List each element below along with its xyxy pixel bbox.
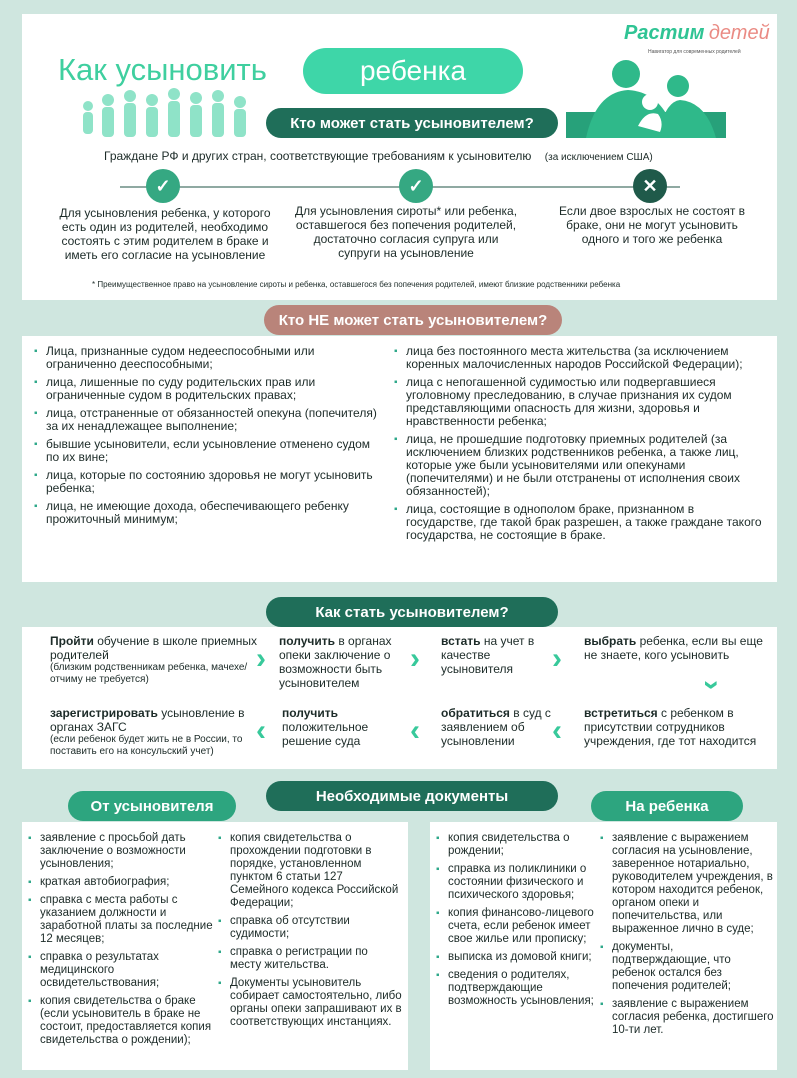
list-item: ▪ справка о регистрации по месту жительства. (218, 946, 402, 972)
list-item: ▪ справка об отсутствии судимости; (218, 915, 402, 941)
list-item: ▪ бывшие усыновители, если усыновление отменено судом по их вине; (34, 438, 378, 464)
list-item: ▪ копия финансово-лицевого счета, если ребенок имеет свое жилье или прописку; (436, 907, 596, 946)
step-1-verb: Пройти (50, 634, 94, 648)
who-cannot-heading: Кто НЕ может стать усыновителем? (264, 305, 562, 335)
list-item: ▪ копия свидетельства о рождении; (436, 832, 596, 858)
list-item: ▪ лица, отстраненные от обязанностей опекуна (попечителя) за их ненадлежащее выполнение; (34, 407, 378, 433)
list-item: ▪ лица без постоянного места жительства (за исключением коренных малочисленных народов Российской Федерации); (394, 345, 766, 371)
step-1-note: (близким родственникам ребенка, мачехе/отчиму не требуется) (50, 662, 248, 685)
step-1 (50, 634, 268, 686)
chevron-right-icon: › (256, 642, 266, 675)
step-6 (441, 706, 551, 748)
children-silhouette-illustration (78, 86, 258, 140)
from-adopter-heading: От усыновителя (68, 791, 236, 821)
step-2-text: в органах опеки заключение о возможности быть усыновителем (279, 634, 392, 690)
logo-accent: детей (708, 22, 770, 44)
step-7-verb: получить (282, 706, 339, 720)
list-item: ▪ справка с места работы с указанием должности и заработной платы за последние 12 месяцев; (28, 894, 222, 946)
list-item: ▪ лица, которые по состоянию здоровья не могут усыновить ребенка; (34, 469, 378, 495)
step-8 (50, 706, 272, 758)
step-6-verb: обратиться (441, 706, 510, 720)
step-4 (584, 634, 764, 662)
list-item: ▪ лица, лишенные по суду родительских прав или ограниченные судом в родительских правах; (34, 376, 378, 402)
who-can-intro (104, 149, 653, 163)
step-5 (584, 706, 764, 748)
chevron-left-icon: ‹ (256, 714, 266, 747)
step-7-text: положительное решение суда (282, 720, 369, 748)
list-item: ▪ лица, состоящие в однополом браке, признанном в государстве, где такой брак разрешен, а также граждане такого государства, не состоящие в браке. (394, 503, 766, 542)
logo-tagline: Навигатор для современных родителей (648, 49, 741, 55)
list-item: ▪ лица с непогашенной судимостью или подвергавшиеся уголовному преследованию, в случае признания их судом представляющими опасность для жизни, здоровья и нравственности ребенка; (394, 376, 766, 428)
for-child-heading: На ребенка (591, 791, 743, 821)
cross-icon: ✕ (633, 169, 667, 203)
list-item: ▪ заявление с просьбой дать заключение о возможности усыновления; (28, 832, 222, 871)
who-cannot-list-right (394, 345, 766, 547)
step-2-verb: получить (279, 634, 336, 648)
list-item: ▪ выписка из домовой книги; (436, 951, 596, 964)
step-8-note: (если ребенок будет жить не в России, то поставить его на консульский учет) (50, 734, 243, 757)
step-8-verb: зарегистрировать (50, 706, 158, 720)
who-can-intro-text: Граждане РФ и других стран, соответствующие требованиям к усыновителю (104, 149, 532, 163)
who-cannot-list-left (34, 345, 378, 531)
family-illustration (566, 56, 726, 138)
logo-main: Растим (624, 22, 705, 44)
step-5-text: с ребенком в присутствии сотрудников учреждения, где тот находится (584, 706, 757, 748)
step-2 (279, 634, 409, 690)
how-to-heading: Как стать усыновителем? (266, 597, 558, 627)
list-item: ▪ заявление с выражением согласия на усыновление, заверенное нотариально, руководителем учреждения, в котором находится ребенок, органом опеки и попечительства, или выраженное лично в суде; (600, 832, 774, 936)
list-item: ▪ копия свидетельства о браке (если усыновитель в браке не состоит, предоставляется копия свидетельства о рождении); (28, 995, 222, 1047)
list-item: ▪ краткая автобиография; (28, 876, 222, 889)
list-item: ▪ сведения о родителях, подтверждающие возможность усыновления; (436, 969, 596, 1008)
list-item: ▪ заявление с выражением согласия ребенка, достигшего 10-ти лет. (600, 998, 774, 1037)
logo (624, 22, 770, 45)
step-4-text: ребенка, если вы еще не знаете, кого усыновить (584, 634, 763, 662)
list-item: ▪ лица, не имеющие дохода, обеспечивающего ребенку прожиточный минимум; (34, 500, 378, 526)
page-title: Как усыновить (58, 52, 267, 87)
chevron-right-icon: › (552, 642, 562, 675)
who-can-heading: Кто может стать усыновителем? (266, 108, 558, 138)
list-item: ▪ копия свидетельства о прохождении подготовки в порядке, установленном пунктом 6 статьи 127 Семейного кодекса Российской Федерации; (218, 832, 402, 910)
check-icon: ✓ (399, 169, 433, 203)
who-can-condition-3: Если двое взрослых не состоят в браке, они не могут усыновить одного и того же ребенка (558, 204, 746, 246)
chevron-left-icon: ‹ (552, 714, 562, 747)
who-can-condition-1: Для усыновления ребенка, у которого есть один из родителей, необходимо состоять с этим родителем в браке и иметь его согласие на усыновление (59, 206, 271, 262)
step-8-text: усыновление в органах ЗАГС (50, 706, 245, 734)
list-item: ▪ документы, подтверждающие, что ребенок остался без попечения родителей; (600, 941, 774, 993)
child-docs-col1 (436, 832, 596, 1013)
adopter-docs-col1 (28, 832, 222, 1052)
who-can-intro-note: (за исключением США) (544, 152, 653, 163)
list-item: ▪ справка о результатах медицинского освидетельствования; (28, 951, 222, 990)
documents-heading: Необходимые документы (266, 781, 558, 811)
list-item: ▪ Документы усыновитель собирает самостоятельно, либо органы опеки запрашивают их в соответствующих инстанциях. (218, 977, 402, 1029)
step-7 (282, 706, 392, 748)
who-can-condition-2: Для усыновления сироты* или ребенка, оставшегося без попечения родителей, достаточно согласия супруга или супруги на усыновление (294, 204, 518, 260)
who-can-footnote: * Преимущественное право на усыновление сироты и ребенка, оставшегося без попечения родителей, имеют близкие родственники ребенка (92, 280, 621, 289)
step-3-text: на учет в качестве усыновителя (441, 634, 535, 676)
page-title-highlight: ребенка (303, 48, 523, 94)
step-3 (441, 634, 541, 676)
adopter-docs-col2 (218, 832, 402, 1034)
step-6-text: в суд с заявлением об усыновлении (441, 706, 551, 748)
check-icon: ✓ (146, 169, 180, 203)
step-1-text: обучение в школе приемных родителей (50, 634, 257, 662)
list-item: ▪ лица, не прошедшие подготовку приемных родителей (за исключением близких родственников ребенка, а также лиц, которые уже были усыновителями или опекунами (попечителями) и не были отстранены от исполнения своих обязанностей); (394, 433, 766, 498)
chevron-down-icon: › (696, 680, 729, 690)
chevron-left-icon: ‹ (410, 714, 420, 747)
list-item: ▪ справка из поликлиники о состоянии физического и психического здоровья; (436, 863, 596, 902)
list-item: ▪ Лица, признанные судом недееспособными или ограниченно дееспособными; (34, 345, 378, 371)
child-docs-col2 (600, 832, 774, 1042)
step-5-verb: встретиться (584, 706, 658, 720)
step-3-verb: встать (441, 634, 481, 648)
chevron-right-icon: › (410, 642, 420, 675)
step-4-verb: выбрать (584, 634, 637, 648)
